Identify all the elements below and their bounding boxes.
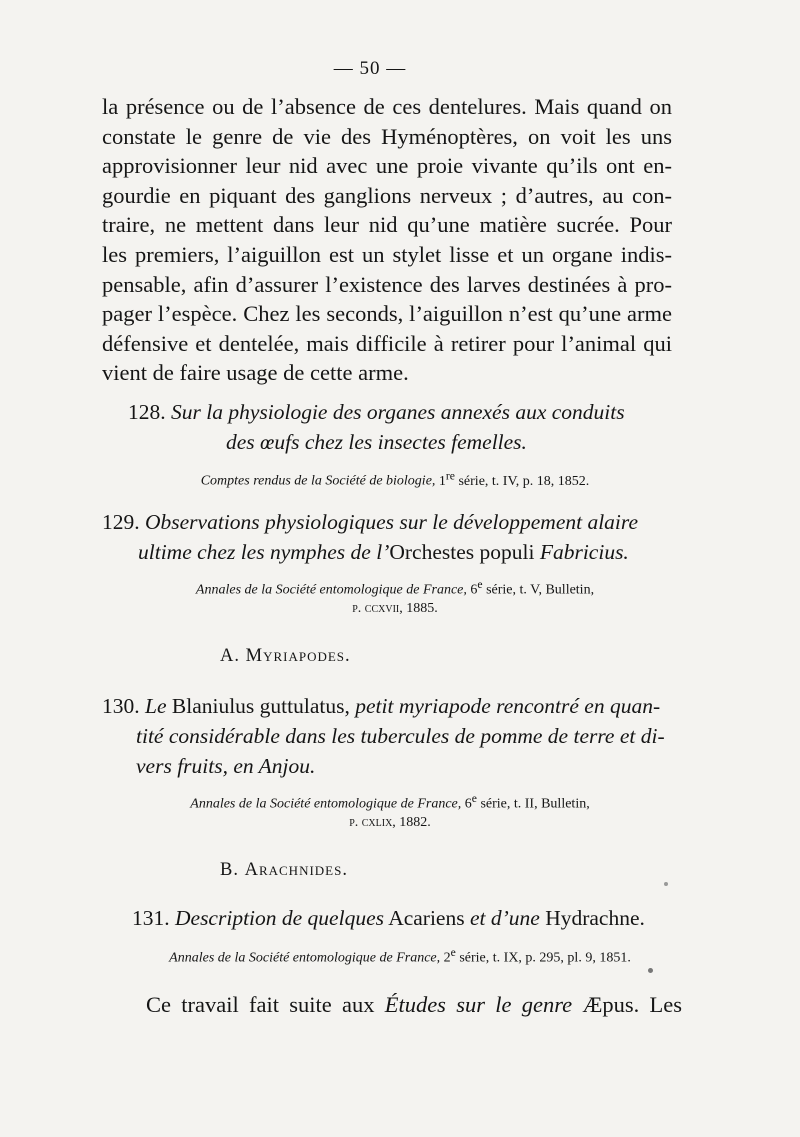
entry-title-text: petit myriapode rencontré en quan- — [349, 694, 661, 718]
page-number: — 50 — — [333, 58, 407, 79]
source-series: 2 — [440, 950, 451, 966]
source-journal: Annales de la Société entomologique de France, — [190, 796, 462, 812]
scan-speck — [664, 882, 668, 886]
species-author: Fabricius. — [534, 540, 629, 564]
source-rest: série, t. IX, p. 295, pl. 9, 1851. — [455, 950, 631, 966]
species-name: Orchestes populi — [389, 540, 535, 564]
source-series: 6 — [461, 796, 472, 812]
entry-title-b: Acariens — [384, 906, 465, 930]
entry-129-title-line2 — [138, 538, 629, 567]
genus-name: Blaniulus guttulatus, — [166, 694, 350, 718]
intro-line: traire, ne mettent dans leur nid qu’une matière sucrée. Pour — [102, 212, 672, 238]
entry-number: 129. — [102, 510, 140, 534]
source-sup: re — [445, 469, 455, 482]
entry-129-title — [102, 508, 692, 537]
source-details — [438, 469, 590, 489]
entry-128-title-line2: des œufs chez les insectes femelles. — [226, 430, 527, 454]
source-journal: Comptes rendus de la Société de biologie, — [200, 473, 436, 489]
intro-line: constate le genre de vie des Hyménoptères, on voit les uns — [102, 123, 672, 149]
source-rest: série, t. V, Bulletin, — [482, 582, 595, 598]
entry-131-source — [120, 944, 680, 968]
section-a-heading — [220, 646, 351, 667]
source-sup: e — [471, 792, 477, 805]
source-journal: Annales de la Société entomologique de France, — [169, 950, 441, 966]
entry-number: 131. — [132, 906, 170, 930]
section-letter: A. — [220, 646, 240, 666]
section-b-heading — [220, 860, 348, 881]
scan-speck — [648, 968, 653, 973]
entry-130-title — [102, 692, 702, 721]
source-sup: e — [450, 946, 456, 959]
intro-line: défensive et dentelée, mais difficile à retirer pour l’animal qui — [102, 330, 672, 356]
source-sup: e — [477, 578, 483, 591]
entry-number: 128. — [128, 400, 166, 424]
intro-line: pensable, afin d’assurer l’existence des larves destinées à pro- — [102, 271, 672, 297]
entry-title-a: Description de quelques — [169, 906, 384, 930]
entry-title-italic: ultime chez les nymphes de l’ — [138, 540, 390, 564]
source-series: 6 — [466, 582, 478, 598]
section-title: Myriapodes. — [245, 646, 351, 666]
closing-text-a: Ce travail fait suite aux — [146, 992, 385, 1017]
source-rest: série, t. IV, p. 18, 1852. — [454, 473, 590, 489]
source-line2: p. ccxvii, 1885. — [352, 600, 438, 616]
closing-text-c: Æpus. Les — [572, 992, 682, 1017]
intro-line: vient de faire usage de cette arme. — [102, 360, 409, 386]
intro-line: pager l’espèce. Chez les seconds, l’aiguillon n’est qu’une arme — [102, 301, 672, 327]
entry-title-text: Observations physiologiques sur le développement alaire — [145, 510, 639, 534]
entry-131-title — [132, 904, 692, 933]
source-line2: p. cxlix, 1882. — [349, 814, 431, 830]
intro-line: gourdie en piquant des ganglions nerveux ; d’autres, au con- — [102, 182, 672, 208]
entry-130-title-line2: tité considérable dans les tubercules de pomme de terre et di- — [136, 724, 665, 748]
closing-text-b: Études sur le genre — [384, 992, 573, 1017]
source-rest: série, t. II, Bulletin, — [476, 796, 590, 812]
section-letter: B. — [220, 860, 239, 880]
entry-title-le: Le — [145, 694, 167, 718]
intro-line: approvisionner leur nid avec une proie vivante qu’ils ont en- — [102, 153, 672, 179]
closing-line — [146, 990, 682, 1020]
source-series: 1 — [438, 473, 446, 489]
entry-number: 130. — [102, 694, 140, 718]
entry-title-c: et d’une — [464, 906, 540, 930]
entry-130-title-line3: vers fruits, en Anjou. — [136, 754, 316, 778]
entry-title-text: Sur la physiologie des organes annexés aux conduits — [171, 400, 625, 424]
entry-128-title — [128, 398, 688, 427]
intro-paragraph — [102, 92, 672, 388]
source-journal: Annales de la Société entomologique de France, — [195, 582, 467, 598]
intro-line: les premiers, l’aiguillon est un stylet lisse et un organe indis- — [102, 241, 672, 267]
section-title: Arachnides. — [244, 860, 348, 880]
intro-line: la présence ou de l’absence de ces dentelures. Mais quand on — [102, 94, 672, 119]
entry-title-d: Hydrachne. — [539, 906, 645, 930]
entry-129-source — [140, 576, 650, 618]
entry-130-source — [140, 790, 640, 832]
entry-128-source — [150, 467, 640, 491]
